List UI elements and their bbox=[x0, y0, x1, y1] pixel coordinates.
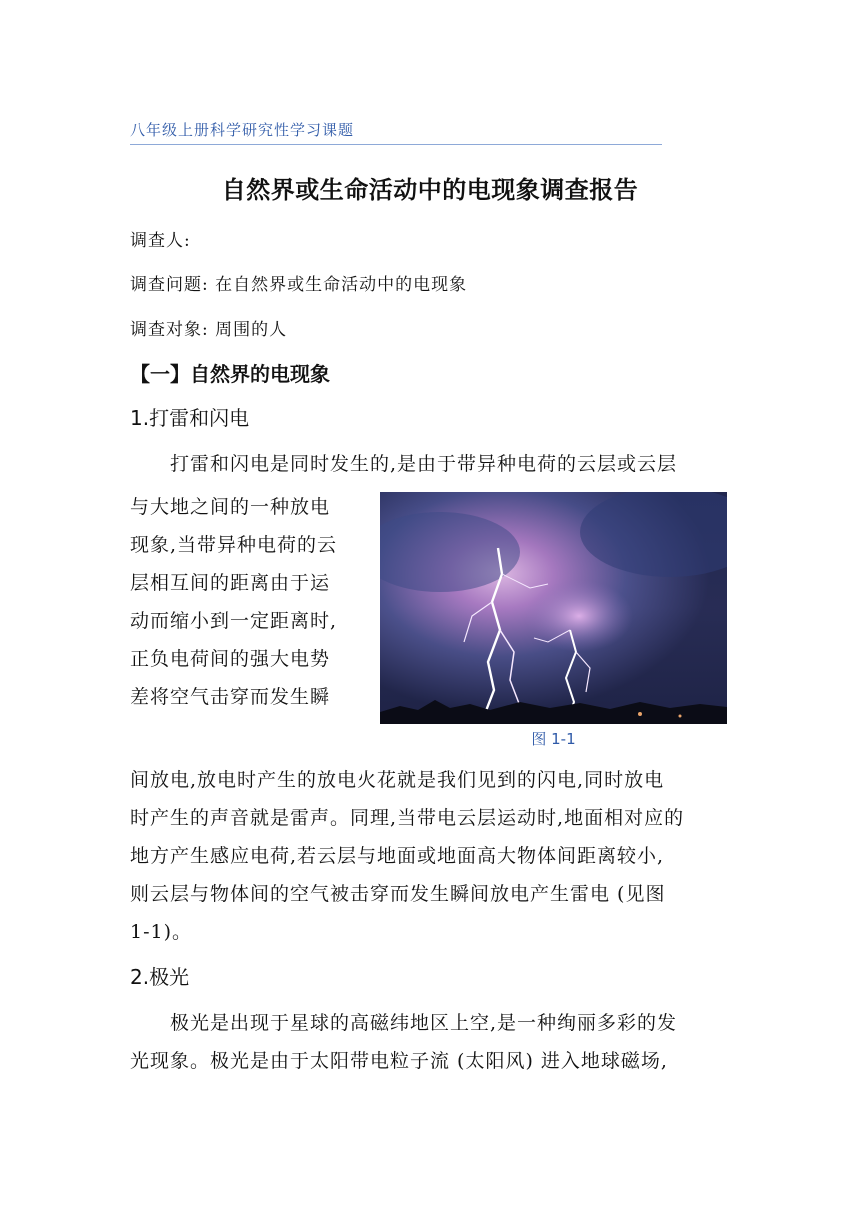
paragraph-line: 间放电,放电时产生的放电火花就是我们见到的闪电,同时放电 bbox=[130, 769, 665, 791]
page-title: 自然界或生命活动中的电现象调查报告 bbox=[221, 176, 639, 204]
subject-line: 调查对象: 周围的人 bbox=[130, 320, 288, 340]
paragraph-line: 极光是出现于星球的高磁纬地区上空,是一种绚丽多彩的发 bbox=[170, 1012, 678, 1034]
lightning-photo bbox=[380, 492, 727, 724]
investigator-line: 调查人: bbox=[130, 231, 191, 251]
figure-caption: 图 1-1 bbox=[531, 730, 576, 748]
paragraph-line: 则云层与物体间的空气被击穿而发生瞬间放电产生雷电 (见图 bbox=[130, 883, 666, 905]
paragraph-line: 差将空气击穿而发生瞬 bbox=[130, 686, 331, 708]
subsection-heading-aurora: 2.极光 bbox=[130, 965, 190, 989]
paragraph-line: 与大地之间的一种放电 bbox=[130, 496, 331, 518]
lightning-image-graphic bbox=[380, 492, 727, 724]
course-header: 八年级上册科学研究性学习课题 bbox=[130, 119, 662, 145]
paragraph-line: 动而缩小到一定距离时, bbox=[130, 610, 338, 632]
paragraph-line: 层相互间的距离由于运 bbox=[130, 572, 331, 594]
paragraph-line: 现象,当带异种电荷的云 bbox=[130, 534, 338, 556]
paragraph-line: 时产生的声音就是雷声。同理,当带电云层运动时,地面相对应的 bbox=[130, 807, 685, 829]
paragraph-line: 1-1)。 bbox=[130, 921, 193, 943]
question-line: 调查问题: 在自然界或生命活动中的电现象 bbox=[130, 275, 468, 295]
paragraph-line: 打雷和闪电是同时发生的,是由于带异种电荷的云层或云层 bbox=[170, 453, 678, 475]
section-heading: 【一】自然界的电现象 bbox=[130, 362, 330, 386]
paragraph-line: 正负电荷间的强大电势 bbox=[130, 648, 331, 670]
subsection-heading-lightning: 1.打雷和闪电 bbox=[130, 406, 250, 430]
paragraph-line: 地方产生感应电荷,若云层与地面或地面高大物体间距离较小, bbox=[130, 845, 665, 867]
paragraph-line: 光现象。极光是由于太阳带电粒子流 (太阳风) 进入地球磁场, bbox=[130, 1050, 668, 1072]
